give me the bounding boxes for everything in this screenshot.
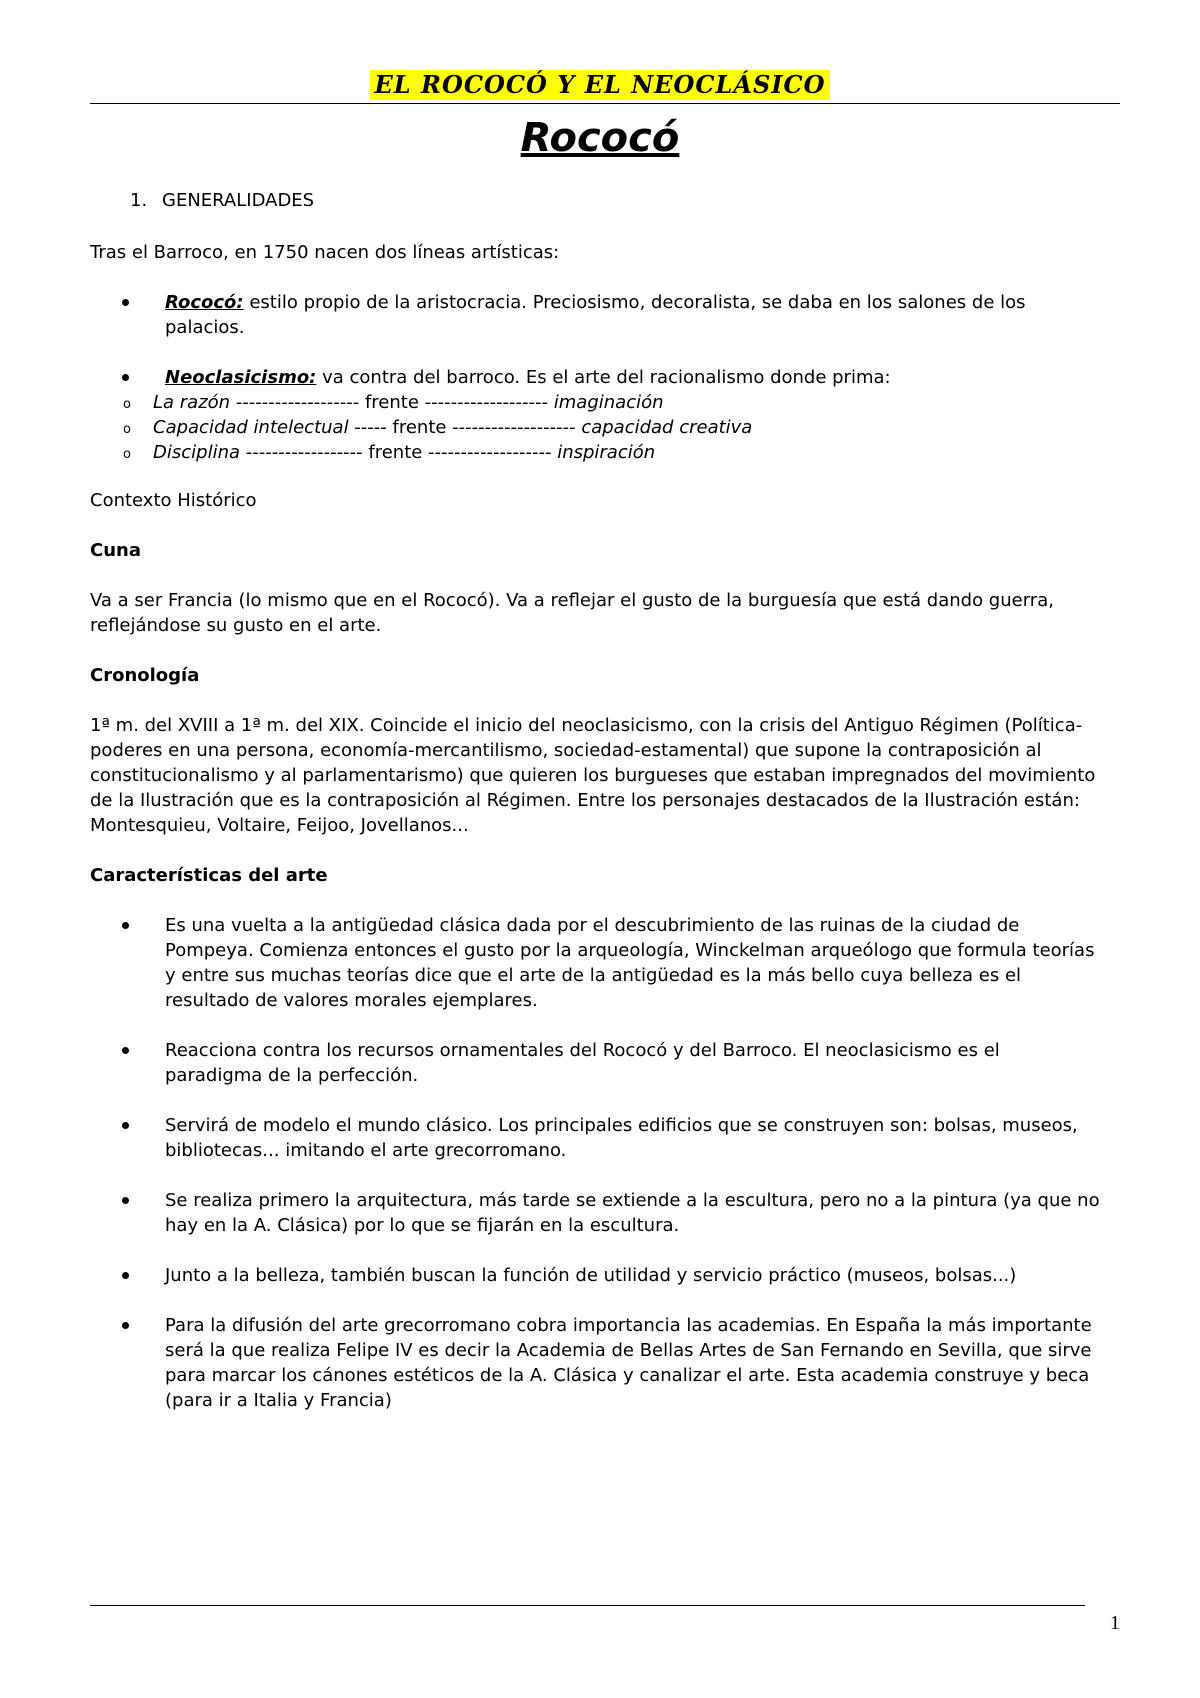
list-item [90,1038,1100,1088]
paragraph-cronologia: 1ª m. del XVIII a 1ª m. del XIX. Coincide el inicio del neoclasicismo, con la crisis del Antiguo Régimen (Política-poderes en una persona, economía-mercantilismo, sociedad-estamental) que supone la contraposición al constitucionalismo y al parlamentarismo) que quieren los burgueses que estaban impregnados del movimiento de la Ilustración que es la contraposición al Régimen. Entre los personajes destacados de la Ilustración están: Montesquieu, Voltaire, Feijoo, Jovellanos... [90,715,1096,836]
section-title: GENERALIDADES [162,190,315,211]
heading-cronologia: Cronología [90,665,200,686]
section-number: 1. [130,190,148,211]
contrast-right: capacidad creativa [581,417,753,438]
circle-bullet-icon: o [123,447,131,462]
bullet-icon [122,1272,129,1279]
contrast-separator: ------------------- frente ------------------- [230,392,554,413]
intro-paragraph: Tras el Barroco, en 1750 nacen dos líneas artísticas: [90,242,560,263]
bullet-icon [122,1122,129,1129]
bullet-icon [122,299,129,306]
contrast-left: La razón [153,392,231,413]
contrast-separator: ------------------ frente ------------------- [240,442,558,463]
contrast-left: Disciplina [153,442,241,463]
contrast-item [123,440,1100,465]
rococo-description: estilo propio de la aristocracia. Preciosismo, decoralista, se daba en los salones de los palacios. [165,292,1026,338]
contrast-list [123,390,1100,465]
list-item-text: Es una vuelta a la antigüedad clásica dada por el descubrimiento de las ruinas de la ciudad de Pompeya. Comienza entonces el gusto por la arqueología, Winckelman arqueólogo que formula teorías y entre sus muchas teorías dice que el arte de la antigüedad es la más bello cuya belleza es el resultado de valores morales ejemplares. [165,915,1095,1011]
circle-bullet-icon: o [123,422,131,437]
contrast-right: inspiración [557,442,656,463]
contrast-right: imaginación [553,392,664,413]
characteristics-list [90,913,1100,1413]
header-title: EL ROCOCÓ Y EL NEOCLÁSICO [370,70,829,100]
neoclasicismo-description: va contra del barroco. Es el arte del racionalismo donde prima: [316,367,891,388]
heading-caracteristicas: Características del arte [90,865,328,886]
running-header [0,70,1200,100]
list-item [90,1313,1100,1413]
document-body [90,188,1100,1438]
bullet-icon [122,922,129,929]
list-item [90,913,1100,1013]
bullet-icon [122,1047,129,1054]
page-title: Rococó [520,115,680,161]
list-item [90,1263,1100,1288]
list-item-text: Junto a la belleza, también buscan la función de utilidad y servicio práctico (museos, bolsas...) [165,1265,1017,1286]
term-rococo: Rococó: [165,292,244,313]
list-item-rococo [90,290,1100,340]
page-number: 1 [1110,1612,1120,1634]
paragraph-cuna: Va a ser Francia (lo mismo que en el Rococó). Va a reflejar el gusto de la burguesía que está dando guerra, reflejándose su gusto en el arte. [90,590,1054,636]
header-rule [90,103,1120,104]
list-item-text: Para la difusión del arte grecorromano cobra importancia las academias. En España la más importante será la que realiza Felipe IV es decir la Academia de Bellas Artes de San Fernando en Sevilla, que sirve para marcar los cánones estéticos de la A. Clásica y canalizar el arte. Esta academia construye y beca (para ir a Italia y Francia) [165,1315,1092,1411]
term-neoclasicismo: Neoclasicismo: [165,367,317,388]
section-heading-generalidades [90,188,1100,213]
list-item [90,1188,1100,1238]
context-heading: Contexto Histórico [90,490,257,511]
list-item-text: Reacciona contra los recursos ornamentales del Rococó y del Barroco. El neoclasicismo es el paradigma de la perfección. [165,1040,1000,1086]
list-item-text: Servirá de modelo el mundo clásico. Los principales edificios que se construyen son: bolsas, museos, bibliotecas... imitando el arte grecorromano. [165,1115,1078,1161]
list-item [90,1113,1100,1163]
list-item-neoclasicismo [90,365,1100,465]
bullet-icon [122,1197,129,1204]
bullet-icon [122,374,129,381]
art-lines-list [90,290,1100,465]
footer-rule [90,1605,1085,1606]
contrast-item [123,415,1100,440]
contrast-left: Capacidad intelectual [153,417,349,438]
contrast-item [123,390,1100,415]
circle-bullet-icon: o [123,397,131,412]
bullet-icon [122,1322,129,1329]
list-item-text: Se realiza primero la arquitectura, más tarde se extiende a la escultura, pero no a la pintura (ya que no hay en la A. Clásica) por lo que se fijarán en la escultura. [165,1190,1100,1236]
contrast-separator: ----- frente ------------------- [348,417,582,438]
heading-cuna: Cuna [90,540,141,561]
